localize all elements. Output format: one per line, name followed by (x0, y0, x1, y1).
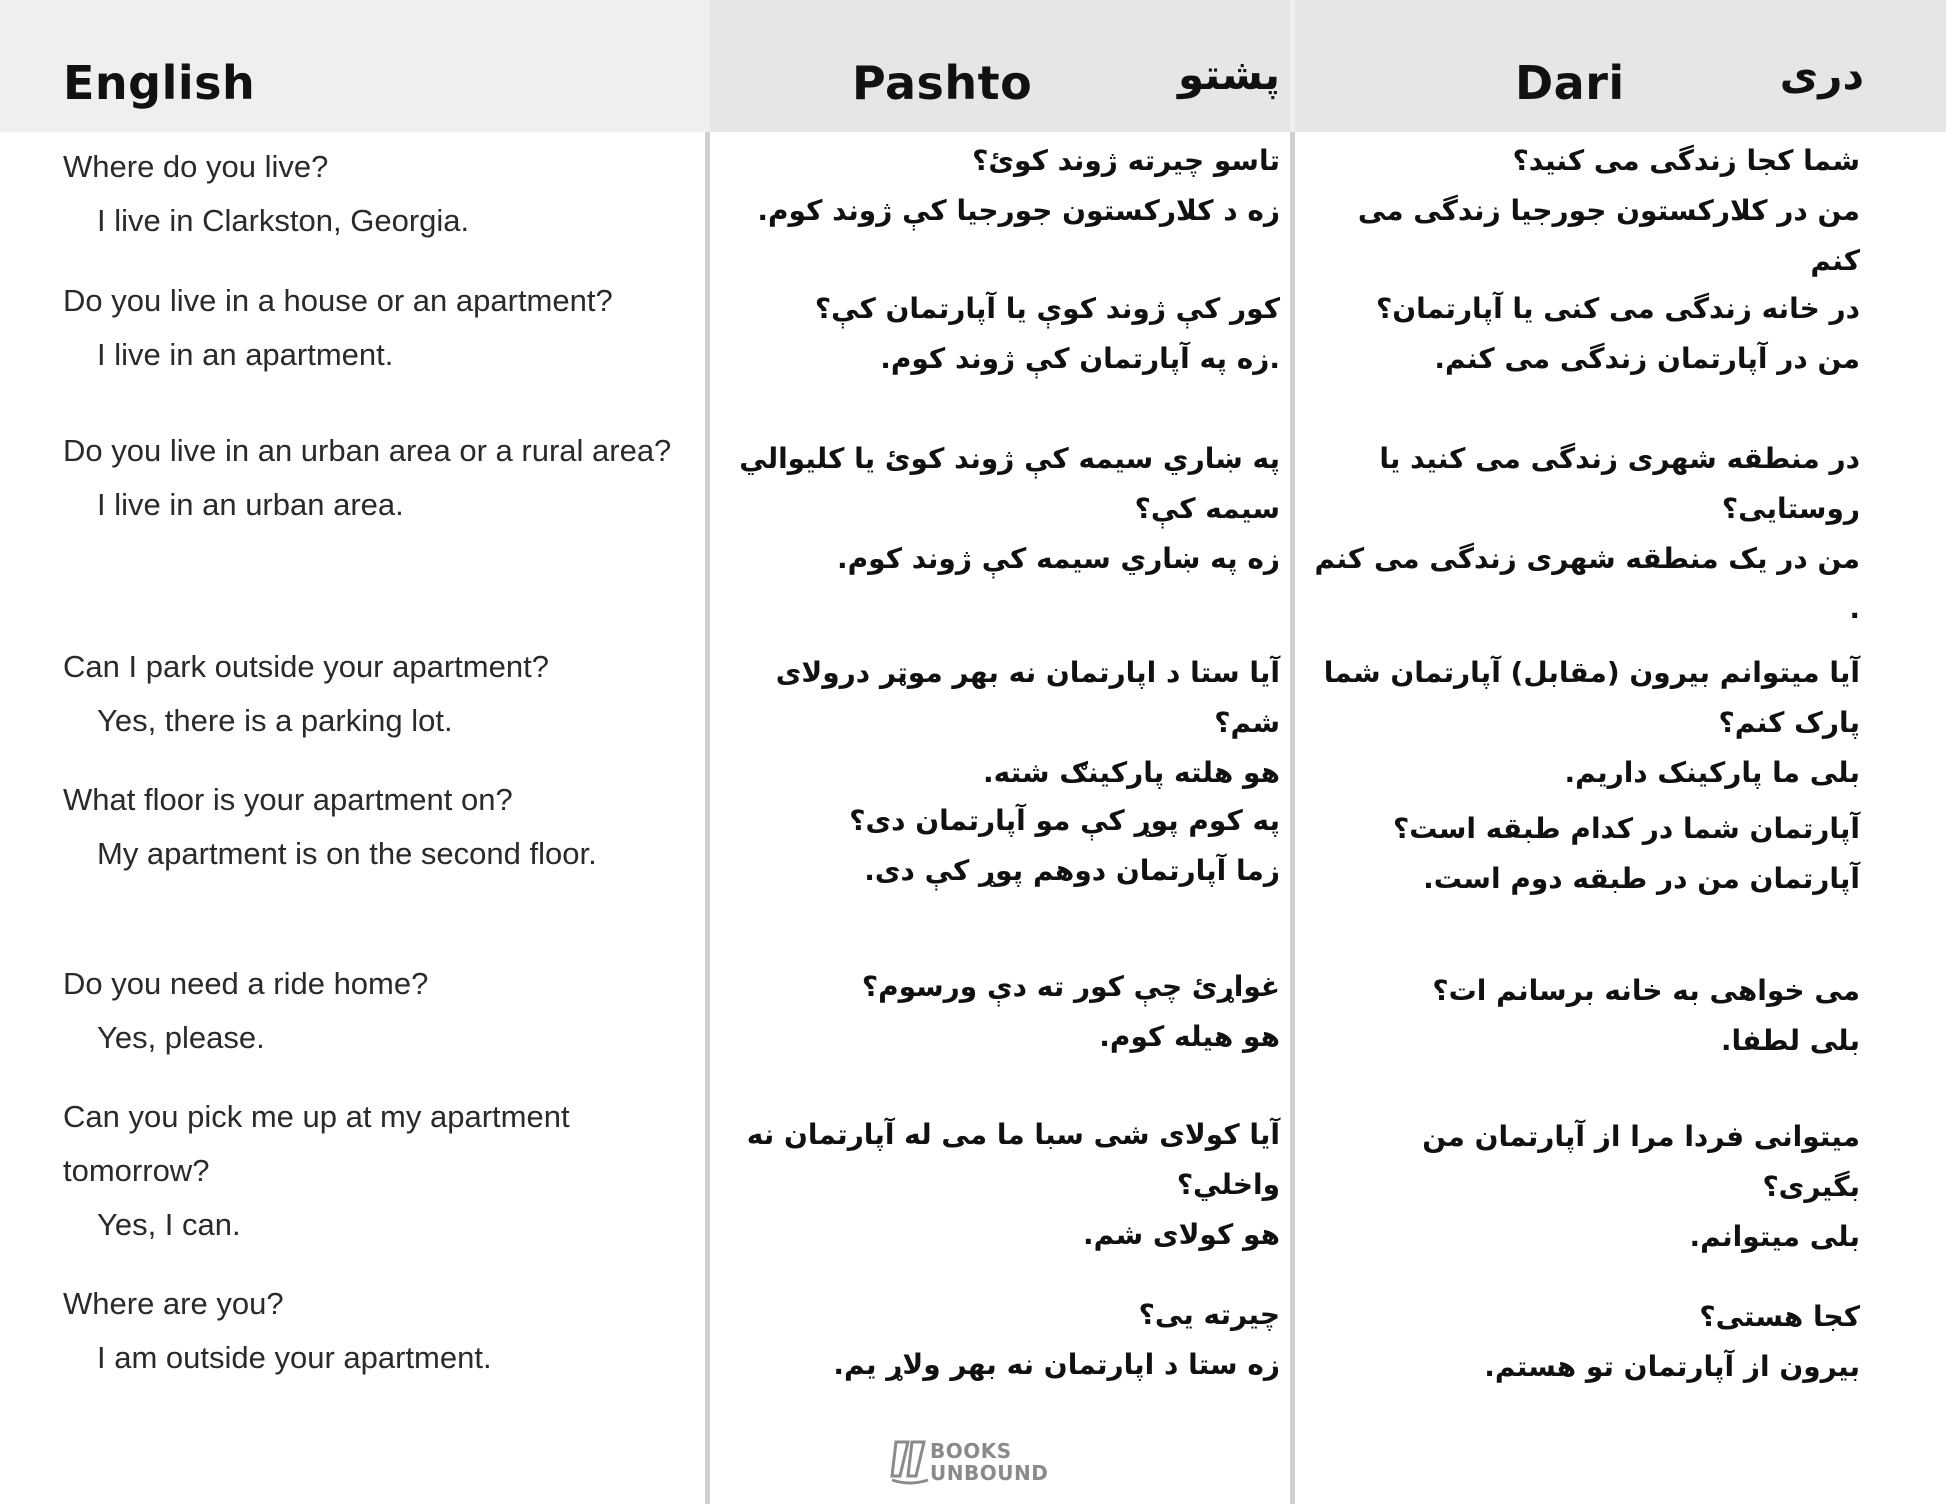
pashto-line: غواړئ چې کور ته دې ورسوم؟ (861, 970, 1280, 1003)
dari-entry (1300, 284, 1860, 384)
english-entry (63, 957, 703, 1065)
english-question: Where do you live? (63, 149, 329, 184)
english-entry (63, 1090, 703, 1252)
english-entry (63, 773, 703, 881)
english-entry (63, 274, 703, 382)
english-question: Do you live in a house or an apartment? (63, 283, 613, 318)
pashto-line: .زه په آپارتمان کې ژوند کوم. (880, 342, 1280, 375)
header-dari-native: دری (1779, 50, 1864, 99)
english-answer: I live in an apartment. (97, 337, 394, 372)
dari-line: روستایی؟ (1721, 492, 1860, 525)
pashto-line: زه ستا د اپارتمان نه بهر ولاړ یم. (833, 1348, 1280, 1381)
english-question: Where are you? (63, 1286, 284, 1321)
header-dari (1295, 0, 1946, 132)
pashto-line: هو هیله کوم. (1099, 1020, 1280, 1053)
dari-line: من در کلارکستون جورجیا زندگی می کنم (1357, 194, 1860, 277)
english-answer: I live in an urban area. (97, 487, 404, 522)
header-pashto-label: Pashto (852, 56, 1033, 110)
pashto-line: واخلي؟ (1176, 1168, 1280, 1201)
english-question: What floor is your apartment on? (63, 782, 513, 817)
dari-entry (1300, 434, 1860, 634)
english-question: Can I park outside your apartment? (63, 649, 549, 684)
pashto-line: هو هلته پارکينګ شته. (982, 756, 1280, 789)
pashto-entry (715, 962, 1280, 1062)
english-answer: Yes, I can. (97, 1207, 241, 1242)
pashto-line: آیا کولای شی سبا ما می له آپارتمان نه (746, 1118, 1280, 1151)
dari-line: بلی لطفا. (1720, 1024, 1860, 1057)
dari-line: بیرون از آپارتمان تو هستم. (1484, 1350, 1860, 1383)
english-answer: Yes, please. (97, 1020, 265, 1055)
column-divider (705, 0, 710, 1504)
english-question: Do you need a ride home? (63, 966, 429, 1001)
header-english-label: English (63, 56, 256, 110)
pashto-entry (715, 1290, 1280, 1390)
dari-entry (1300, 136, 1860, 286)
dari-line: بلی میتوانم. (1689, 1220, 1860, 1253)
dari-entry (1300, 804, 1860, 904)
pashto-line: زه د کلارکستون جورجيا کې ژوند کوم. (757, 194, 1280, 227)
pashto-entry (715, 796, 1280, 896)
pashto-line: آیا ستا د اپارتمان نه بهر موټر درولای شم؟ (775, 656, 1280, 739)
dari-entry (1300, 966, 1860, 1066)
header-english (0, 0, 705, 132)
dari-line: من در یک منطقه شهری زندگی می کنم . (1314, 542, 1860, 625)
pashto-line: زه په ښاري سيمه کې ژوند کوم. (837, 542, 1280, 575)
english-answer: I live in Clarkston, Georgia. (97, 203, 470, 238)
pashto-entry (715, 284, 1280, 384)
header-dari-label: Dari (1515, 56, 1625, 110)
dari-line: بگیری؟ (1762, 1170, 1860, 1203)
logo-text (930, 1440, 1048, 1484)
english-question: Do you live in an urban area or a rural area? (63, 433, 672, 468)
english-answer: Yes, there is a parking lot. (97, 703, 453, 738)
table-header (0, 0, 1946, 132)
dari-line: کجا هستی؟ (1699, 1300, 1860, 1333)
header-pashto-native: پشتو (1178, 50, 1280, 99)
pashto-entry (715, 648, 1280, 798)
english-entry (63, 140, 703, 248)
dari-line: شما کجا زندگی می کنید؟ (1512, 144, 1860, 177)
english-question: Can you pick me up at my apartment tomorrow? (63, 1099, 570, 1188)
book-icon (890, 1436, 930, 1488)
books-unbound-logo (890, 1436, 1060, 1488)
pashto-line: په کوم پوړ کې مو آپارتمان دی؟ (849, 804, 1280, 837)
pashto-line: زما آپارتمان دوهم پوړ کې دی. (864, 854, 1280, 887)
english-entry (63, 640, 703, 748)
logo-line: UNBOUND (930, 1461, 1049, 1485)
pashto-line: سيمه کې؟ (1134, 492, 1280, 525)
english-entry (63, 424, 703, 532)
dari-entry (1300, 648, 1860, 798)
english-answer: My apartment is on the second floor. (97, 836, 597, 871)
english-entry (63, 1277, 703, 1385)
dari-line: در منطقه شهری زندگی می کنید یا (1379, 442, 1860, 475)
dari-line: می خواهی به خانه برسانم ات؟ (1432, 974, 1860, 1007)
dari-line: آپارتمان من در طبقه دوم است. (1423, 862, 1860, 895)
pashto-line: هو کولای شم. (1083, 1218, 1280, 1251)
dari-line: میتوانی فردا مرا از آپارتمان من (1422, 1120, 1860, 1153)
pashto-line: تاسو چیرته ژوند کوئ؟ (972, 144, 1280, 177)
pashto-entry (715, 1110, 1280, 1260)
logo-line: BOOKS (930, 1439, 1012, 1463)
dari-line: بلی ما پارکینک داریم. (1564, 756, 1860, 789)
dari-entry (1300, 1292, 1860, 1392)
header-pashto (710, 0, 1290, 132)
dari-line: آیا میتوانم بیرون (مقابل) آپارتمان شما (1323, 656, 1860, 689)
pashto-line: چیرته یی؟ (1138, 1298, 1280, 1331)
english-answer: I am outside your apartment. (97, 1340, 492, 1375)
pashto-line: په ښاري سيمه کې ژوند کوئ يا کليوالي (739, 442, 1280, 475)
pashto-line: کور کې ژوند کوې يا آپارتمان کې؟ (814, 292, 1280, 325)
dari-line: من در آپارتمان زندگی می کنم. (1434, 342, 1860, 375)
column-divider (1290, 0, 1295, 1504)
dari-line: در خانه زندگی می کنی یا آپارتمان؟ (1376, 292, 1860, 325)
dari-line: پارک کنم؟ (1718, 706, 1860, 739)
dari-entry (1300, 1112, 1860, 1262)
dari-line: آپارتمان شما در کدام طبقه است؟ (1392, 812, 1860, 845)
pashto-entry (715, 136, 1280, 236)
pashto-entry (715, 434, 1280, 584)
